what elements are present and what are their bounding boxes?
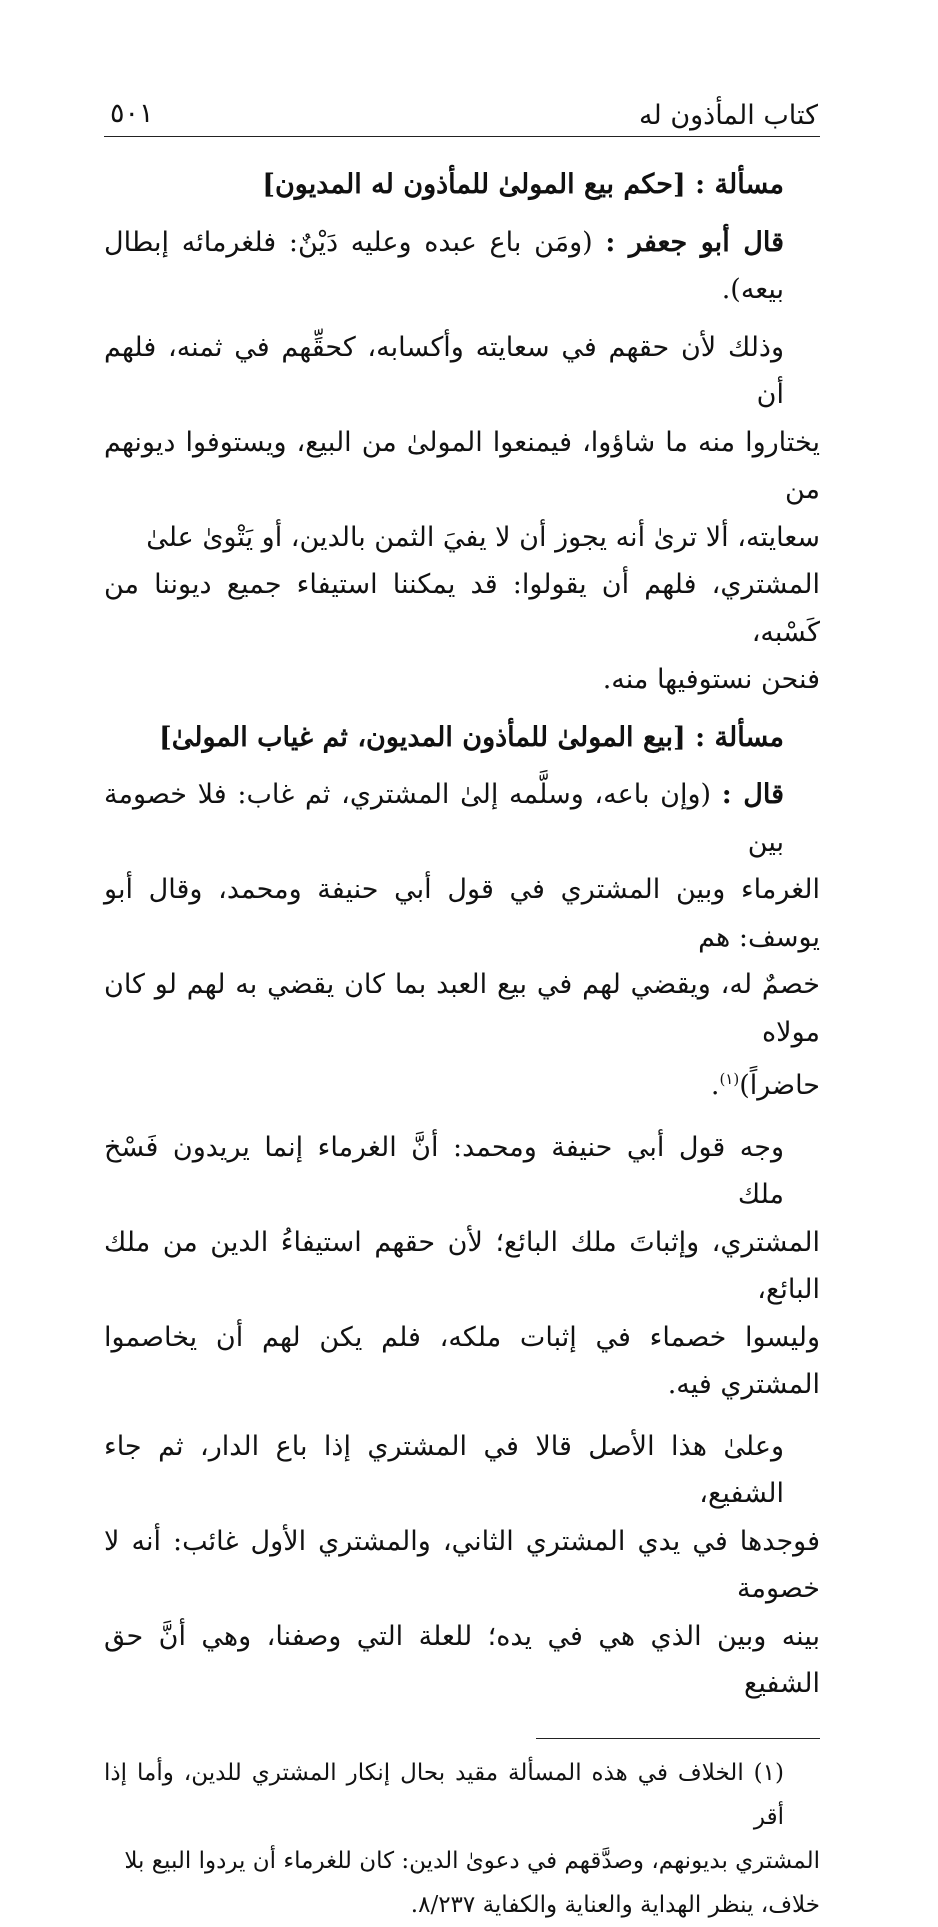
footnote-line: المشتري بديونهم، وصدَّقهم في دعوىٰ الدين: كان للغرماء أن يردوا البيع بلا: [124, 1847, 820, 1874]
quote-text-1: (ومَن باع عبده وعليه دَيْنٌ: فلغرمائه إبطال بيعه).: [104, 226, 784, 305]
text-line: فنحن نستوفيها منه.: [602, 664, 820, 695]
text-line: بينه وبين الذي هي في يده؛ للعلة التي وصفنا، وهي أنَّ حق الشفيع: [104, 1620, 820, 1699]
text-line: سعايته، ألا ترىٰ أنه يجوز أن لا يفيَ الثمن بالدين، أو يَتْوىٰ علىٰ: [146, 521, 820, 553]
text-line: وجه قول أبي حنيفة ومحمد: أنَّ الغرماء إنما يريدون فَسْخ ملك: [104, 1131, 784, 1210]
book-page: [104, 92, 820, 1927]
text-line: وليسوا خصماء في إثبات ملكه، فلم يكن لهم أن يخاصموا المشتري فيه.: [104, 1321, 820, 1400]
text-line: الغرماء وبين المشتري في قول أبي حنيفة ومحمد، وقال أبو يوسف: هم: [104, 874, 820, 953]
footnote-separator: [536, 1738, 820, 1739]
page-header: [104, 92, 820, 137]
text-line: وذلك لأن حقهم في سعايته وأكسابه، كحقِّهم في ثمنه، فلهم أن: [104, 331, 784, 410]
text-line-end: حاضراً): [739, 1070, 820, 1101]
text-line: خصمٌ له، ويقضي لهم في بيع العبد بما كان يقضي به لهم لو كان مولاه: [104, 969, 820, 1048]
section-heading-2: مسألة : [بيع المولىٰ للمأذون المديون، ثم غياب المولىٰ]: [158, 721, 784, 753]
text-line: [104, 771, 820, 866]
text-line: وعلىٰ هذا الأصل قالا في المشتري إذا باع الدار، ثم جاء الشفيع،: [104, 1430, 784, 1509]
section-heading-1: مسألة : [حكم بيع المولىٰ للمأذون له المديون]: [262, 169, 784, 200]
quote-text-2: (وإن باعه، وسلَّمه إلىٰ المشتري، ثم غاب: فلا خصومة بين: [104, 779, 784, 858]
running-title: كتاب المأذون له: [639, 100, 818, 131]
quote-lead-1: قال أبو جعفر :: [605, 226, 784, 258]
text-line: المشتري، وإثباتَ ملك البائع؛ لأن حقهم استيفاءُ الدين من ملك البائع،: [104, 1226, 820, 1305]
quote-paragraph-1: [104, 219, 820, 314]
footnote: [104, 1751, 820, 1927]
footnote-reference[interactable]: (١): [719, 1070, 740, 1088]
text-line: [104, 1056, 820, 1110]
page-number: ٥٠١: [110, 98, 154, 129]
text-line: فوجدها في يدي المشتري الثاني، والمشتري الأول غائب: أنه لا خصومة: [104, 1525, 820, 1604]
text-line: المشتري، فلهم أن يقولوا: قد يمكننا استيفاء جميع ديوننا من كَسْبه،: [104, 569, 820, 648]
text-line: يختاروا منه ما شاؤوا، فيمنعوا المولىٰ من البيع، ويستوفوا ديونهم من: [104, 426, 820, 505]
footnote-line: خلاف، ينظر الهداية والعناية والكفاية ٨/٢٣٧.: [410, 1891, 820, 1918]
quote-lead-2: قال :: [721, 779, 784, 810]
footnote-line: (١) الخلاف في هذه المسألة مقيد بحال إنكار المشتري للدين، وأما إذا أقر: [104, 1759, 784, 1830]
main-text: [104, 161, 820, 1708]
punctuation: .: [710, 1070, 720, 1101]
